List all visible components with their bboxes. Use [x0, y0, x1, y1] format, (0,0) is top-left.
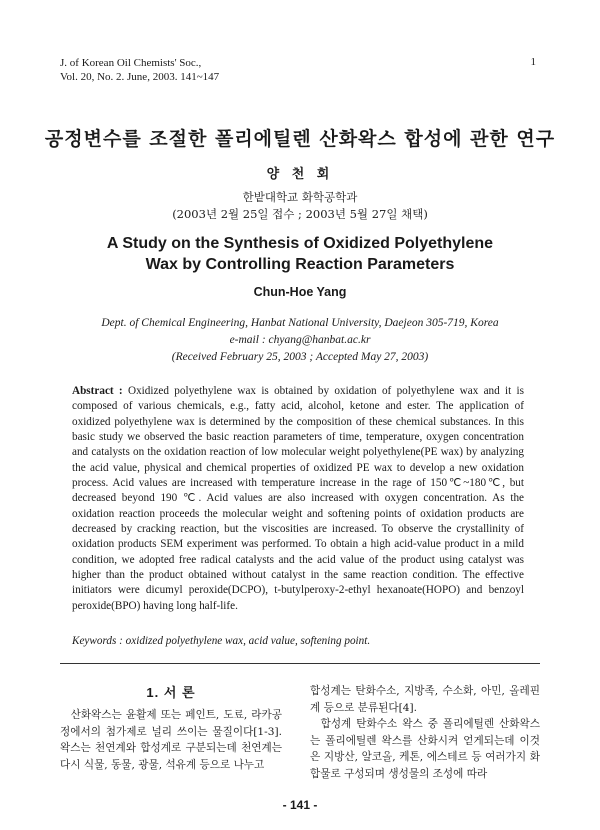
right-column: [310, 683, 540, 782]
abstract-label: Abstract :: [72, 385, 123, 397]
dates-korean: (2003년 2월 25일 접수 ; 2003년 5월 27일 채택): [172, 207, 428, 221]
affiliation-english: Dept. of Chemical Engineering, Hanbat National University, Daejeon 305-719, Korea: [101, 317, 499, 329]
page-number-top: 1: [530, 56, 536, 68]
section-heading-introduction: 1. 서 론: [146, 685, 196, 700]
title-english-line1: A Study on the Synthesis of Oxidized Polyethylene: [106, 235, 494, 252]
abstract-text: Oxidized polyethylene wax is obtained by oxidation of polyethylene wax and it is composed of various chemicals, e.g., fatty acid, alcohol, ketone and ester. The application of oxidized polyethylene wax is determined by the composition of these chemical substances. In this basic study we observed the basic reaction parameters of time, temperature, oxygen concentration and catalysts on the oxidation reaction of low molecular weight polyethylene(PE wax) by analyzing the acid value, physical and chemical properties of oxidized PE wax to develop a new oxidation process. Acid values are increased with temperature increase in the rage of 150℃~180℃, but decreased beyond 190 ℃. Acid values are also increased with oxygen concentration. As the oxidation reaction proceeds the molecular weight and softening points of oxidation products are decreased by cracking reaction, but the viscosities are increased. To observe the crystallinity of oxidation products SEM experiment was performed. To obtain a high acid-value product in a mild condition, we adopted free radical catalysts and the acid value of the product using catalyst was higher than the product obtained without catalyst in the same reaction condition. The effective initiators were dicumyl peroxide(DCPO), t-butylperoxy-2-ethyl hexanoate(HOPO) and benzoyl peroxide(BPO) having long half-life.: [72, 385, 525, 612]
journal-citation: [60, 56, 219, 84]
title-english: [0, 233, 600, 275]
email-address: e-mail : chyang@hanbat.ac.kr: [229, 334, 371, 346]
title-korean: 공정변수를 조절한 폴리에틸렌 산화왁스 합성에 관한 연구: [44, 128, 556, 150]
affiliation-korean: 한밭대학교 화학공학과: [242, 190, 358, 204]
author-english: Chun-Hoe Yang: [253, 285, 347, 299]
abstract: [72, 384, 524, 614]
keywords: Keywords : oxidized polyethylene wax, acid value, softening point.: [72, 635, 371, 647]
section-divider: [60, 663, 540, 664]
title-english-line2: Wax by Controlling Reaction Parameters: [145, 256, 455, 273]
author-korean: 양 천 회: [266, 167, 334, 182]
left-column: [60, 707, 282, 773]
affiliation-korean-block: [0, 189, 600, 223]
right-column-paragraph-1: 합성계는 탄화수소, 지방족, 수소화, 아민, 올레핀계 등으로 분류된다[4].: [310, 685, 540, 714]
dates-english: (Received February 25, 2003 ; Accepted May 27, 2003): [171, 351, 429, 363]
journal-volume: Vol. 20, No. 2. June, 2003. 141~147: [60, 71, 220, 83]
journal-name: J. of Korean Oil Chemists' Soc.,: [60, 57, 202, 69]
affiliation-english-block: [0, 315, 600, 366]
right-column-paragraph-2: 합성계 탄화수소 왁스 중 폴리에틸렌 산화왁스는 폴리에틸렌 왁스를 산화시켜 얻게되는데 이것은 지방산, 알코올, 케톤, 에스테르 등 여러가지 화합물로 구성되며 생성물의 조성에 따라: [310, 718, 540, 780]
left-column-paragraph: 산화왁스는 윤활제 또는 페인트, 도료, 라카공정에서의 첨가제로 널리 쓰이는 물질이다[1-3]. 왁스는 천연계와 합성계로 구분되는데 천연계는 다시 식물, 동물, 광물, 석유계 등으로 나누고: [60, 709, 282, 771]
page-number-bottom: - 141 -: [282, 798, 318, 812]
